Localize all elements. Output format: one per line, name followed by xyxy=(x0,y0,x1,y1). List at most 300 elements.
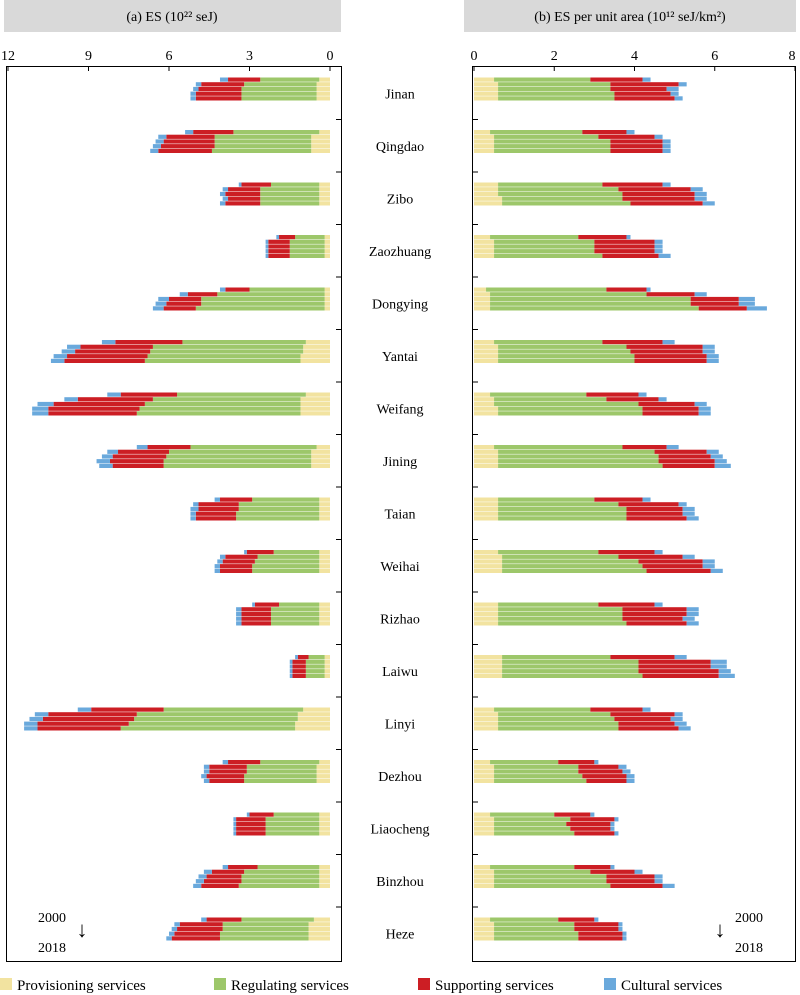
bar-esa-dongying-2005-provisioning xyxy=(474,292,490,296)
city-label-weihai: Weihai xyxy=(380,559,420,575)
bar-es-qingdao-2018-supporting xyxy=(158,149,212,153)
bar-es-zaozhuang-2005-regulating xyxy=(290,240,325,244)
bar-esa-jinan-2000-cultural xyxy=(643,78,651,82)
bar-esa-binzhou-2015-regulating xyxy=(494,879,606,883)
bar-es-zibo-2000-supporting xyxy=(241,183,271,187)
panel-a-tick-label: 6 xyxy=(165,49,173,64)
bar-esa-weihai-2010-regulating xyxy=(502,559,638,563)
bar-esa-jinan-2005-supporting xyxy=(610,82,678,86)
bar-esa-yantai-2018-cultural xyxy=(707,359,719,363)
bar-es-weifang-2018-provisioning xyxy=(300,411,330,415)
bar-es-dezhou-2010-supporting xyxy=(209,769,247,773)
bar-es-laiwu-2018-cultural xyxy=(290,674,293,678)
bar-es-heze-2018-provisioning xyxy=(309,936,330,940)
bar-es-zaozhuang-2010-provisioning xyxy=(325,244,330,248)
bar-esa-jinan-2015-cultural xyxy=(671,92,679,96)
bar-esa-jinan-2015-regulating xyxy=(498,92,614,96)
legend xyxy=(0,978,722,994)
city-label-yantai: Yantai xyxy=(382,349,418,365)
bar-es-taian-2000-cultural xyxy=(215,498,220,502)
bar-esa-zibo-2005-cultural xyxy=(691,187,703,191)
bar-esa-liaocheng-2018-cultural xyxy=(614,831,618,835)
bar-es-weifang-2015-supporting xyxy=(48,407,139,411)
bar-esa-zaozhuang-2000-supporting xyxy=(578,235,626,239)
bar-es-weifang-2010-supporting xyxy=(54,402,145,406)
city-label-zaozhuang: Zaozhuang xyxy=(368,244,432,260)
bar-es-yantai-2000-supporting xyxy=(115,340,182,344)
bar-esa-dezhou-2005-provisioning xyxy=(474,765,494,769)
bar-es-dezhou-2018-regulating xyxy=(244,779,316,783)
bar-es-zaozhuang-2005-cultural xyxy=(266,240,269,244)
bar-esa-linyi-2018-provisioning xyxy=(474,726,498,730)
bar-esa-liaocheng-2015-regulating xyxy=(494,827,570,831)
bar-es-taian-2000-provisioning xyxy=(319,498,330,502)
bar-esa-rizhao-2005-regulating xyxy=(498,607,622,611)
bar-es-heze-2015-regulating xyxy=(220,932,309,936)
bar-es-yantai-2018-regulating xyxy=(145,359,301,363)
city-label-jinan: Jinan xyxy=(385,87,415,103)
bar-es-jinan-2018-provisioning xyxy=(317,96,330,100)
bar-esa-jinan-2010-cultural xyxy=(667,87,679,91)
bar-es-dongying-2005-cultural xyxy=(180,292,188,296)
bar-es-dongying-2015-regulating xyxy=(201,302,324,306)
panel-a-down-arrow-icon: ↓ xyxy=(76,917,88,942)
bar-esa-yantai-2005-cultural xyxy=(703,345,715,349)
bar-es-laiwu-2010-provisioning xyxy=(325,664,330,668)
bar-esa-laiwu-2018-supporting xyxy=(643,674,719,678)
bar-esa-qingdao-2000-supporting xyxy=(582,130,626,134)
bar-es-zaozhuang-2000-regulating xyxy=(295,235,325,239)
bar-esa-binzhou-2005-regulating xyxy=(494,870,590,874)
bar-esa-yantai-2000-cultural xyxy=(663,340,675,344)
bar-es-rizhao-2018-cultural xyxy=(236,621,241,625)
bar-es-yantai-2015-provisioning xyxy=(300,354,330,358)
bar-esa-jining-2000-cultural xyxy=(667,445,679,449)
bar-es-yantai-2005-provisioning xyxy=(303,345,330,349)
bar-es-laiwu-2015-regulating xyxy=(306,669,325,673)
bar-esa-linyi-2000-regulating xyxy=(494,708,590,712)
bar-esa-liaocheng-2010-cultural xyxy=(610,822,614,826)
bar-esa-zibo-2000-regulating xyxy=(498,183,602,187)
bar-es-jining-2015-regulating xyxy=(164,459,312,463)
bar-esa-zaozhuang-2018-cultural xyxy=(659,254,671,258)
bar-es-linyi-2010-supporting xyxy=(43,717,134,721)
bar-es-dezhou-2000-cultural xyxy=(223,760,228,764)
bar-esa-qingdao-2000-provisioning xyxy=(474,130,490,134)
bar-esa-dongying-2000-provisioning xyxy=(474,288,486,292)
bar-esa-laiwu-2000-regulating xyxy=(502,655,610,659)
bar-es-liaocheng-2015-supporting xyxy=(236,827,266,831)
bar-es-heze-2018-supporting xyxy=(172,936,220,940)
bar-esa-binzhou-2005-supporting xyxy=(590,870,634,874)
bar-es-jining-2000-provisioning xyxy=(317,445,330,449)
bar-esa-dongying-2018-supporting xyxy=(699,306,747,310)
bar-es-heze-2005-cultural xyxy=(174,922,179,926)
bar-es-weihai-2015-regulating xyxy=(252,564,319,568)
bar-es-heze-2015-supporting xyxy=(174,932,220,936)
bar-es-rizhao-2010-supporting xyxy=(241,612,271,616)
bar-esa-qingdao-2010-cultural xyxy=(663,139,671,143)
bar-esa-zaozhuang-2018-supporting xyxy=(602,254,658,258)
bar-es-zibo-2010-regulating xyxy=(260,192,319,196)
bar-esa-weihai-2010-supporting xyxy=(639,559,703,563)
bar-es-taian-2010-regulating xyxy=(239,507,320,511)
bar-es-liaocheng-2018-supporting xyxy=(236,831,266,835)
bar-esa-rizhao-2015-supporting xyxy=(622,617,682,621)
bar-esa-dezhou-2005-regulating xyxy=(494,765,578,769)
bar-es-weihai-2015-supporting xyxy=(220,564,252,568)
bar-esa-dongying-2005-cultural xyxy=(695,292,707,296)
bar-esa-liaocheng-2015-provisioning xyxy=(474,827,494,831)
bar-es-binzhou-2015-provisioning xyxy=(319,879,330,883)
bar-esa-heze-2000-regulating xyxy=(490,918,558,922)
bar-es-weihai-2010-supporting xyxy=(223,559,255,563)
bar-es-laiwu-2005-cultural xyxy=(290,660,293,664)
bar-esa-rizhao-2018-provisioning xyxy=(474,621,498,625)
bar-esa-jining-2018-regulating xyxy=(498,464,663,468)
bar-es-heze-2010-cultural xyxy=(172,927,177,931)
bar-esa-zaozhuang-2000-cultural xyxy=(626,235,630,239)
bar-esa-zibo-2005-provisioning xyxy=(474,187,498,191)
bar-es-heze-2005-provisioning xyxy=(309,922,330,926)
bar-es-linyi-2000-provisioning xyxy=(303,708,330,712)
bar-esa-dongying-2010-provisioning xyxy=(474,297,490,301)
bar-es-jining-2010-supporting xyxy=(113,454,167,458)
bar-es-zaozhuang-2005-provisioning xyxy=(325,240,330,244)
bar-es-weifang-2005-supporting xyxy=(78,397,153,401)
bar-esa-heze-2015-regulating xyxy=(494,932,578,936)
bar-esa-laiwu-2000-provisioning xyxy=(474,655,502,659)
bar-esa-weihai-2018-regulating xyxy=(502,569,646,573)
bar-es-heze-2010-regulating xyxy=(223,927,309,931)
bar-es-linyi-2018-supporting xyxy=(38,726,121,730)
bar-es-zibo-2015-regulating xyxy=(260,197,319,201)
bar-esa-dongying-2015-regulating xyxy=(490,302,691,306)
bar-esa-linyi-2005-regulating xyxy=(498,712,610,716)
city-label-liaocheng: Liaocheng xyxy=(370,822,430,838)
bar-es-weifang-2005-regulating xyxy=(153,397,301,401)
bar-esa-zibo-2005-regulating xyxy=(498,187,618,191)
bar-es-jining-2018-provisioning xyxy=(311,464,330,468)
bar-es-binzhou-2000-regulating xyxy=(258,865,320,869)
bar-es-jinan-2018-cultural xyxy=(190,96,195,100)
bar-es-liaocheng-2000-supporting xyxy=(250,813,274,817)
bar-esa-jining-2015-provisioning xyxy=(474,459,498,463)
bar-esa-zaozhuang-2005-provisioning xyxy=(474,240,494,244)
bar-es-yantai-2000-provisioning xyxy=(306,340,330,344)
bar-es-yantai-2010-regulating xyxy=(150,349,303,353)
bar-esa-binzhou-2015-cultural xyxy=(655,879,663,883)
bar-es-heze-2005-supporting xyxy=(180,922,223,926)
legend-label-provisioning: Provisioning services xyxy=(17,978,146,994)
bar-esa-dongying-2010-supporting xyxy=(691,297,739,301)
bar-esa-weihai-2000-provisioning xyxy=(474,550,498,554)
bar-es-dongying-2000-provisioning xyxy=(325,288,330,292)
bar-es-taian-2005-cultural xyxy=(193,502,198,506)
bar-esa-qingdao-2018-regulating xyxy=(494,149,610,153)
bar-esa-linyi-2005-supporting xyxy=(610,712,674,716)
bar-es-rizhao-2005-provisioning xyxy=(319,607,330,611)
bar-es-yantai-2010-provisioning xyxy=(303,349,330,353)
bar-esa-linyi-2010-cultural xyxy=(671,717,683,721)
bar-esa-yantai-2000-provisioning xyxy=(474,340,494,344)
bar-esa-weifang-2015-cultural xyxy=(699,407,711,411)
bar-es-weihai-2018-cultural xyxy=(215,569,220,573)
bar-es-rizhao-2018-provisioning xyxy=(319,621,330,625)
bar-esa-heze-2005-regulating xyxy=(494,922,574,926)
bar-es-jinan-2005-provisioning xyxy=(317,82,330,86)
bar-es-yantai-2015-regulating xyxy=(148,354,301,358)
bar-es-liaocheng-2000-cultural xyxy=(247,813,250,817)
bar-esa-dongying-2018-provisioning xyxy=(474,306,490,310)
bar-esa-zibo-2005-supporting xyxy=(618,187,690,191)
bar-es-dongying-2005-provisioning xyxy=(325,292,330,296)
bar-es-jining-2015-provisioning xyxy=(311,459,330,463)
bar-es-zibo-2015-cultural xyxy=(223,197,228,201)
bar-esa-dezhou-2000-regulating xyxy=(490,760,558,764)
panel-a-year-end-label: 2018 xyxy=(38,941,66,956)
bar-es-laiwu-2010-cultural xyxy=(290,664,293,668)
bar-esa-dezhou-2015-supporting xyxy=(582,774,626,778)
bar-esa-heze-2000-provisioning xyxy=(474,918,490,922)
bar-esa-binzhou-2000-regulating xyxy=(490,865,574,869)
bar-esa-zaozhuang-2010-provisioning xyxy=(474,244,494,248)
bar-esa-dezhou-2010-regulating xyxy=(494,769,578,773)
bar-esa-laiwu-2000-cultural xyxy=(675,655,687,659)
bar-es-rizhao-2000-supporting xyxy=(255,603,279,607)
bar-esa-yantai-2000-regulating xyxy=(494,340,602,344)
bar-es-rizhao-2015-provisioning xyxy=(319,617,330,621)
bar-es-weihai-2000-cultural xyxy=(244,550,247,554)
panel-a-tick-label: 0 xyxy=(326,49,334,64)
bar-es-rizhao-2018-regulating xyxy=(271,621,319,625)
bar-esa-jinan-2000-provisioning xyxy=(474,78,494,82)
bar-esa-liaocheng-2000-cultural xyxy=(590,813,594,817)
bar-esa-zibo-2015-supporting xyxy=(622,197,694,201)
bar-es-taian-2015-cultural xyxy=(190,512,195,516)
bar-es-weihai-2000-provisioning xyxy=(319,550,330,554)
legend-swatch-cultural xyxy=(604,978,616,990)
bar-es-heze-2000-supporting xyxy=(207,918,242,922)
bar-es-zaozhuang-2018-supporting xyxy=(268,254,289,258)
bar-esa-heze-2010-supporting xyxy=(574,927,618,931)
panel-b-title: (b) ES per unit area (10¹² seJ/km²) xyxy=(534,10,726,25)
bar-es-weifang-2000-supporting xyxy=(121,393,177,397)
bar-esa-jining-2000-provisioning xyxy=(474,445,494,449)
bar-esa-heze-2018-regulating xyxy=(494,936,578,940)
bar-es-taian-2015-supporting xyxy=(196,512,236,516)
bar-es-linyi-2018-cultural xyxy=(24,726,37,730)
bar-es-weihai-2005-cultural xyxy=(220,555,225,559)
bar-es-weifang-2000-provisioning xyxy=(306,393,330,397)
bar-esa-qingdao-2010-regulating xyxy=(494,139,610,143)
bar-es-rizhao-2000-cultural xyxy=(252,603,255,607)
bar-esa-dezhou-2015-regulating xyxy=(494,774,582,778)
bar-es-taian-2010-cultural xyxy=(190,507,198,511)
bar-esa-taian-2010-regulating xyxy=(498,507,626,511)
bar-esa-jinan-2000-regulating xyxy=(494,78,590,82)
bar-es-weihai-2005-regulating xyxy=(258,555,320,559)
bar-esa-weifang-2018-provisioning xyxy=(474,411,498,415)
bar-esa-weifang-2018-regulating xyxy=(498,411,642,415)
bar-es-laiwu-2005-supporting xyxy=(292,660,305,664)
bar-esa-dongying-2005-regulating xyxy=(490,292,646,296)
bar-es-jinan-2015-regulating xyxy=(241,92,316,96)
panel-b-tick-label: 2 xyxy=(550,49,558,64)
bar-es-jinan-2018-supporting xyxy=(196,96,242,100)
bar-es-jinan-2010-regulating xyxy=(241,87,316,91)
bar-es-liaocheng-2005-regulating xyxy=(266,817,320,821)
bar-esa-rizhao-2010-regulating xyxy=(498,612,622,616)
bar-es-yantai-2010-supporting xyxy=(75,349,150,353)
bar-esa-zaozhuang-2000-provisioning xyxy=(474,235,490,239)
bar-es-binzhou-2015-cultural xyxy=(196,879,204,883)
bar-esa-weifang-2005-provisioning xyxy=(474,397,494,401)
bar-esa-dezhou-2010-cultural xyxy=(622,769,630,773)
bar-esa-taian-2018-cultural xyxy=(687,516,699,520)
bar-es-heze-2000-cultural xyxy=(201,918,206,922)
bar-es-weifang-2010-provisioning xyxy=(300,402,330,406)
bar-es-weihai-2000-supporting xyxy=(247,550,274,554)
bar-esa-heze-2000-cultural xyxy=(594,918,598,922)
bar-esa-heze-2010-cultural xyxy=(618,927,622,931)
bar-esa-rizhao-2010-supporting xyxy=(622,612,686,616)
bar-es-linyi-2005-provisioning xyxy=(298,712,330,716)
bar-esa-qingdao-2018-supporting xyxy=(610,149,662,153)
bar-esa-taian-2000-supporting xyxy=(594,498,642,502)
bar-esa-weifang-2005-cultural xyxy=(659,397,667,401)
bar-es-dongying-2015-cultural xyxy=(156,302,167,306)
bar-es-weifang-2000-regulating xyxy=(177,393,306,397)
bar-es-liaocheng-2005-supporting xyxy=(236,817,266,821)
bar-es-dongying-2018-cultural xyxy=(153,306,164,310)
bar-es-yantai-2018-supporting xyxy=(64,359,145,363)
bar-es-zibo-2018-regulating xyxy=(260,201,319,205)
panel-b-down-arrow-icon: ↓ xyxy=(714,917,726,942)
bar-esa-dongying-2015-cultural xyxy=(739,302,755,306)
bar-es-zibo-2010-supporting xyxy=(225,192,260,196)
bar-es-linyi-2000-cultural xyxy=(78,708,91,712)
bar-es-taian-2010-supporting xyxy=(199,507,239,511)
bar-es-binzhou-2000-supporting xyxy=(228,865,258,869)
bar-es-weihai-2018-regulating xyxy=(252,569,319,573)
bar-es-jining-2005-cultural xyxy=(107,450,118,454)
bar-es-taian-2005-regulating xyxy=(239,502,320,506)
bar-es-laiwu-2000-cultural xyxy=(295,655,298,659)
bar-esa-dongying-2000-supporting xyxy=(606,288,646,292)
bar-esa-weihai-2005-regulating xyxy=(502,555,618,559)
bar-es-qingdao-2005-cultural xyxy=(158,135,166,139)
bar-esa-laiwu-2005-regulating xyxy=(502,660,638,664)
bar-esa-rizhao-2018-supporting xyxy=(626,621,686,625)
bar-es-liaocheng-2000-provisioning xyxy=(319,813,330,817)
bar-es-weihai-2000-regulating xyxy=(274,550,320,554)
bar-esa-linyi-2018-cultural xyxy=(679,726,691,730)
bar-esa-binzhou-2010-provisioning xyxy=(474,874,494,878)
bar-es-weifang-2005-provisioning xyxy=(300,397,330,401)
bar-esa-qingdao-2015-cultural xyxy=(663,144,671,148)
bar-es-laiwu-2010-supporting xyxy=(292,664,305,668)
city-label-dongying: Dongying xyxy=(372,297,428,313)
bar-esa-liaocheng-2000-supporting xyxy=(554,813,590,817)
bar-es-zaozhuang-2015-cultural xyxy=(266,249,269,253)
bar-esa-jining-2015-supporting xyxy=(659,459,715,463)
city-label-dezhou: Dezhou xyxy=(378,769,422,785)
bar-esa-jining-2018-cultural xyxy=(715,464,731,468)
city-label-weifang: Weifang xyxy=(376,402,424,418)
bar-esa-weihai-2010-provisioning xyxy=(474,559,502,563)
bar-es-rizhao-2000-regulating xyxy=(279,603,319,607)
bar-esa-dezhou-2010-provisioning xyxy=(474,769,494,773)
bar-es-liaocheng-2010-cultural xyxy=(233,822,236,826)
bar-esa-weihai-2005-supporting xyxy=(618,555,682,559)
bar-es-qingdao-2010-provisioning xyxy=(311,139,330,143)
bar-esa-jinan-2005-cultural xyxy=(679,82,687,86)
bar-es-binzhou-2005-supporting xyxy=(212,870,244,874)
bar-esa-qingdao-2018-cultural xyxy=(663,149,671,153)
bar-esa-qingdao-2018-provisioning xyxy=(474,149,494,153)
bar-es-taian-2018-supporting xyxy=(196,516,236,520)
bar-es-weifang-2000-cultural xyxy=(107,393,120,397)
bar-esa-taian-2005-provisioning xyxy=(474,502,498,506)
bar-es-jinan-2010-supporting xyxy=(199,87,242,91)
bar-es-dongying-2005-regulating xyxy=(217,292,324,296)
bar-es-yantai-2000-cultural xyxy=(102,340,115,344)
bar-es-zaozhuang-2010-supporting xyxy=(268,244,289,248)
bar-esa-dezhou-2018-provisioning xyxy=(474,779,494,783)
bar-esa-liaocheng-2018-regulating xyxy=(494,831,574,835)
city-label-linyi: Linyi xyxy=(384,717,416,733)
bar-esa-linyi-2015-supporting xyxy=(618,722,674,726)
bar-esa-taian-2015-regulating xyxy=(498,512,626,516)
bar-es-dezhou-2018-cultural xyxy=(204,779,209,783)
bar-es-jinan-2015-supporting xyxy=(196,92,242,96)
bar-esa-weifang-2010-cultural xyxy=(695,402,707,406)
bar-es-binzhou-2000-cultural xyxy=(223,865,228,869)
bar-esa-taian-2015-supporting xyxy=(626,512,682,516)
bar-esa-laiwu-2015-provisioning xyxy=(474,669,502,673)
bar-es-liaocheng-2010-supporting xyxy=(236,822,266,826)
bar-es-liaocheng-2018-regulating xyxy=(266,831,320,835)
bar-esa-dezhou-2000-provisioning xyxy=(474,760,490,764)
bar-es-rizhao-2010-cultural xyxy=(236,612,241,616)
bar-esa-linyi-2015-provisioning xyxy=(474,722,498,726)
bar-es-liaocheng-2005-cultural xyxy=(233,817,236,821)
bar-esa-weifang-2005-supporting xyxy=(606,397,658,401)
legend-swatch-supporting xyxy=(418,978,430,990)
bar-esa-weihai-2018-supporting xyxy=(647,569,711,573)
bar-es-dezhou-2015-provisioning xyxy=(317,774,330,778)
bar-esa-heze-2005-cultural xyxy=(618,922,622,926)
bar-es-linyi-2015-cultural xyxy=(24,722,37,726)
bar-es-dongying-2000-supporting xyxy=(225,288,249,292)
bar-es-laiwu-2005-provisioning xyxy=(325,660,330,664)
bar-esa-taian-2000-regulating xyxy=(498,498,594,502)
bar-esa-dezhou-2018-supporting xyxy=(586,779,626,783)
bar-esa-zibo-2018-cultural xyxy=(703,201,715,205)
bar-es-jining-2018-supporting xyxy=(113,464,164,468)
bar-esa-zibo-2000-cultural xyxy=(663,183,671,187)
bar-esa-rizhao-2000-provisioning xyxy=(474,603,498,607)
bar-es-qingdao-2000-regulating xyxy=(233,130,319,134)
bar-es-binzhou-2015-supporting xyxy=(204,879,242,883)
bar-es-linyi-2005-regulating xyxy=(137,712,298,716)
bar-esa-heze-2015-provisioning xyxy=(474,932,494,936)
bar-es-heze-2018-regulating xyxy=(220,936,309,940)
bar-es-weifang-2015-regulating xyxy=(139,407,300,411)
bar-es-yantai-2005-supporting xyxy=(80,345,152,349)
bar-es-jinan-2000-supporting xyxy=(228,78,260,82)
